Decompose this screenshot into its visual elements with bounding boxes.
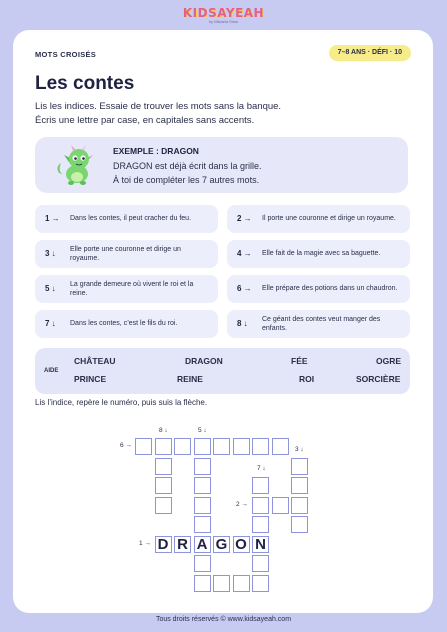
word-bank-word: CHÂTEAU	[74, 356, 116, 366]
clue-number: 1 →	[45, 214, 60, 223]
clue-text: Dans les contes, c’est le fils du roi.	[70, 320, 178, 328]
logo-text: KIDSAYEAH	[182, 6, 265, 20]
grid-cell-filled: G	[213, 536, 230, 553]
clue-text: Elle prépare des potions dans un chaudron.	[262, 285, 398, 293]
grid-cell[interactable]	[233, 438, 250, 455]
clue-text: Dans les contes, il peut cracher du feu.	[70, 215, 192, 223]
dragon-icon	[53, 143, 99, 187]
clue-4	[227, 240, 410, 268]
word-bank-label: AIDE	[44, 368, 59, 374]
grid-label-7: 7 ↓	[257, 465, 266, 472]
clue-number: 7 ↓	[45, 319, 56, 328]
worksheet-card	[13, 30, 433, 613]
grid-cell[interactable]	[252, 497, 269, 514]
word-bank-word: ROI	[299, 374, 315, 384]
grid-cell[interactable]	[194, 516, 211, 533]
clue-2	[227, 205, 410, 233]
example-box	[35, 137, 408, 193]
grid-cell[interactable]	[252, 516, 269, 533]
clue-number: 2 →	[237, 214, 252, 223]
grid-cell[interactable]	[252, 575, 269, 592]
word-bank-word: SORCIÈRE	[356, 374, 401, 384]
clue-number: 4 →	[237, 249, 252, 258]
grid-cell-filled: D	[155, 536, 172, 553]
footer: Tous droits réservés © www.kidsayeah.com	[155, 616, 292, 623]
grid-cell-filled: A	[194, 536, 211, 553]
grid-label-5: 5 ↓	[198, 427, 207, 434]
clue-3	[35, 240, 218, 268]
word-bank-word: REINE	[177, 374, 203, 384]
grid-cell[interactable]	[291, 458, 308, 475]
logo	[0, 6, 447, 24]
grid-cell[interactable]	[291, 516, 308, 533]
word-bank-word: FÉE	[291, 356, 308, 366]
grid-label-8: 8 ↓	[159, 427, 168, 434]
grid-cell[interactable]	[155, 477, 172, 494]
word-bank-word: DRAGON	[185, 356, 223, 366]
grid-cell-filled: N	[252, 536, 269, 553]
clue-8	[227, 310, 410, 338]
example-line: À toi de compléter les 7 autres mots.	[113, 175, 260, 185]
grid-cell[interactable]	[194, 555, 211, 572]
logo-subtitle: by Mikaela Sims	[208, 19, 239, 24]
clue-text: Ce géant des contes veut manger des enfants.	[262, 315, 381, 332]
grid-cell[interactable]	[272, 497, 289, 514]
clue-text: Elle fait de la magie avec sa baguette.	[262, 250, 381, 258]
grid-label-1: 1 →	[139, 540, 151, 547]
clue-6	[227, 275, 410, 303]
grid-hint: Lis l’indice, repère le numéro, puis suis la flèche.	[35, 398, 208, 407]
grid-cell[interactable]	[155, 458, 172, 475]
clue-number: 6 →	[237, 284, 252, 293]
grid-label-2: 2 →	[236, 501, 248, 508]
clue-number: 3 ↓	[45, 249, 56, 258]
instruction-line: Lis les indices. Essaie de trouver les mots sans la banque.	[35, 101, 282, 112]
grid-cell[interactable]	[252, 555, 269, 572]
clue-text: La grande demeure où vivent le roi et la reine.	[70, 280, 194, 297]
clue-number: 8 ↓	[237, 319, 248, 328]
instruction-line: Écris une lettre par case, en capitales sans accents.	[35, 115, 255, 126]
category-label: MOTS CROISÉS	[35, 50, 97, 59]
clue-5	[35, 275, 218, 303]
grid-cell[interactable]	[252, 438, 269, 455]
word-bank-word: PRINCE	[74, 374, 107, 384]
grid-cell[interactable]	[155, 497, 172, 514]
grid-cell[interactable]	[291, 497, 308, 514]
example-line: DRAGON est déjà écrit dans la grille.	[113, 161, 262, 171]
grid-cell[interactable]	[155, 438, 172, 455]
clue-text: Il porte une couronne et dirige un royaume.	[262, 215, 396, 223]
grid-cell[interactable]	[272, 438, 289, 455]
grid-cell[interactable]	[194, 477, 211, 494]
clue-7	[35, 310, 218, 338]
grid-cell[interactable]	[213, 575, 230, 592]
grid-cell[interactable]	[194, 458, 211, 475]
grid-cell[interactable]	[233, 575, 250, 592]
grid-cell[interactable]	[213, 438, 230, 455]
instructions	[35, 100, 281, 128]
grid-cell-filled: O	[233, 536, 250, 553]
word-bank-word: OGRE	[376, 356, 402, 366]
grid-cell[interactable]	[194, 438, 211, 455]
grid-cell[interactable]	[291, 477, 308, 494]
grid-cell[interactable]	[252, 477, 269, 494]
grid-cell[interactable]	[174, 438, 191, 455]
level-badge: 7–8 ANS · DÉFI · 10	[329, 45, 411, 61]
grid-cell[interactable]	[194, 575, 211, 592]
grid-cell-filled: R	[174, 536, 191, 553]
grid-cell[interactable]	[194, 497, 211, 514]
grid-label-3: 3 ↓	[295, 446, 304, 453]
word-bank	[35, 348, 410, 394]
grid-cell[interactable]	[135, 438, 152, 455]
clue-number: 5 ↓	[45, 284, 56, 293]
clue-text: Elle porte une couronne et dirige un royaume.	[70, 245, 181, 262]
page-title: Les contes	[35, 73, 135, 94]
clue-1	[35, 205, 218, 233]
example-title: EXEMPLE : DRAGON	[113, 146, 199, 156]
grid-label-6: 6 →	[120, 442, 132, 449]
